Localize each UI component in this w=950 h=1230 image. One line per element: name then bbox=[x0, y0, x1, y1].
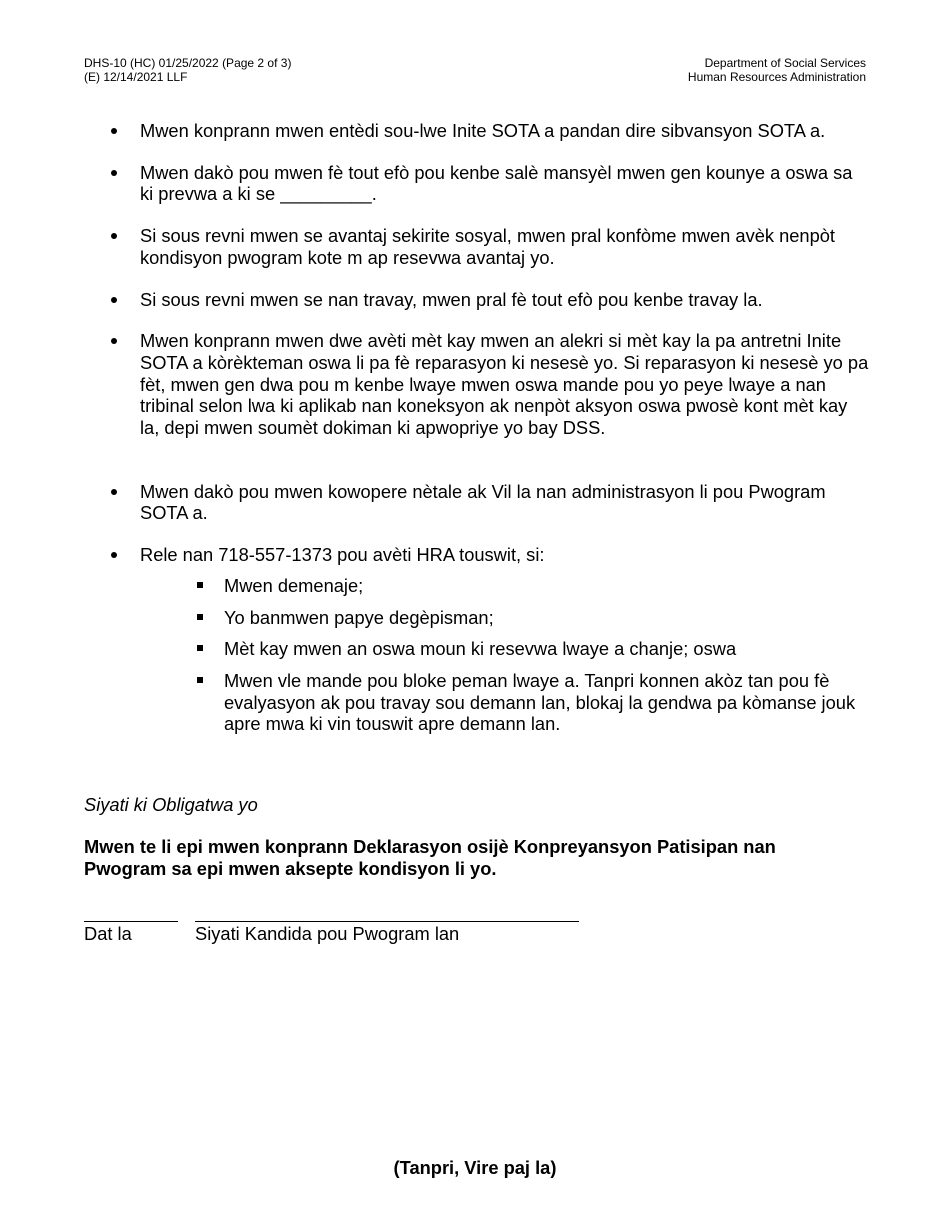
square-bullet-icon bbox=[197, 582, 203, 588]
bullet-icon bbox=[111, 128, 117, 134]
list-item bbox=[84, 481, 870, 524]
obligations-list bbox=[84, 120, 870, 755]
form-id-header bbox=[84, 56, 291, 84]
bullet-icon bbox=[111, 233, 117, 239]
date-label: Dat la bbox=[84, 923, 132, 944]
list-item-text: Mwen konprann mwen dwe avèti mèt kay mwen an alekri si mèt kay la pa antretni Inite SOTA a kòrèkteman oswa li pa fè reparasyon ki nesesè yo. Si reparasyon ki nesesè yo pa fèt, mwen gen dwa pou m kenbe lwaye mwen oswa mande pou yo peye lwaye a nan tribinal selon lwa ki aplikab nan koneksyon ak nenpòt aksyon oswa pwosè kont mèt kay la, depi mwen soumèt dokiman ki apwopriye yo bay DSS. bbox=[140, 330, 869, 439]
list-item bbox=[84, 162, 870, 205]
list-item-text: Mwen dakò pou mwen fè tout efò pou kenbe salè mansyèl mwen gen kounye a oswa sa ki prevwa a ki se _________. bbox=[140, 161, 853, 205]
square-bullet-icon bbox=[197, 614, 203, 620]
signature-section-title: Siyati ki Obligatwa yo bbox=[84, 794, 258, 815]
department-name: Department of Social Services bbox=[704, 56, 866, 70]
sub-list-item bbox=[140, 575, 870, 597]
list-item bbox=[84, 225, 870, 268]
applicant-signature-line[interactable] bbox=[195, 921, 579, 922]
turn-page-note: (Tanpri, Vire paj la) bbox=[393, 1157, 557, 1178]
list-item-text: Si sous revni mwen se avantaj sekirite sosyal, mwen pral konfòme mwen avèk nenpòt kondisyon pwogram kote m ap resevwa avantaj yo. bbox=[140, 225, 836, 268]
sub-list-item bbox=[140, 670, 870, 735]
sub-list-item-text: Mwen vle mande pou bloke peman lwaye a. Tanpri konnen akòz tan pou fè evalyasyon ak pou travay sou demann lan, blokaj la gendwa pa kòmanse jouk apre mwa ki vin touswit apre demann lan. bbox=[224, 669, 856, 735]
bullet-icon bbox=[111, 297, 117, 303]
administration-name: Human Resources Administration bbox=[687, 70, 866, 84]
notify-conditions-list bbox=[140, 575, 870, 735]
list-item bbox=[84, 330, 870, 439]
list-item bbox=[84, 120, 870, 142]
square-bullet-icon bbox=[197, 645, 203, 651]
form-id-line: DHS-10 (HC) 01/25/2022 (Page 2 of 3) bbox=[84, 56, 292, 70]
sub-list-item-text: Mwen demenaje; bbox=[224, 574, 364, 596]
sub-list-item bbox=[140, 638, 870, 660]
list-item-text: Mwen konprann mwen entèdi sou-lwe Inite SOTA a pandan dire sibvansyon SOTA a. bbox=[140, 120, 826, 141]
form-revision-line: (E) 12/14/2021 LLF bbox=[84, 70, 188, 84]
bullet-icon bbox=[111, 170, 117, 176]
list-item-text: Si sous revni mwen se nan travay, mwen pral fè tout efò pou kenbe travay la. bbox=[140, 288, 763, 310]
sub-list-item-text: Yo banmwen papye degèpisman; bbox=[224, 606, 494, 628]
sub-list-item-text: Mèt kay mwen an oswa moun ki resevwa lwaye a chanje; oswa bbox=[224, 638, 737, 660]
date-signature-line[interactable] bbox=[84, 921, 178, 922]
sub-list-item bbox=[140, 607, 870, 629]
applicant-signature-label: Siyati Kandida pou Pwogram lan bbox=[195, 923, 460, 944]
list-item-text: Rele nan 718-557-1373 pou avèti HRA touswit, si: bbox=[140, 544, 545, 566]
list-item bbox=[84, 544, 870, 735]
list-item-text: Mwen dakò pou mwen kowopere nètale ak Vil la nan administrasyon li pou Pwogram SOTA a. bbox=[140, 480, 826, 524]
square-bullet-icon bbox=[197, 677, 203, 683]
list-item bbox=[84, 289, 870, 311]
bullet-icon bbox=[111, 489, 117, 495]
bullet-icon bbox=[111, 552, 117, 558]
agency-header bbox=[688, 56, 866, 84]
bullet-icon bbox=[111, 338, 117, 344]
acknowledgement-statement: Mwen te li epi mwen konprann Deklarasyon osijè Konpreyansyon Patisipan nan Pwogram sa epi mwen aksepte kondisyon li yo. bbox=[84, 836, 776, 879]
